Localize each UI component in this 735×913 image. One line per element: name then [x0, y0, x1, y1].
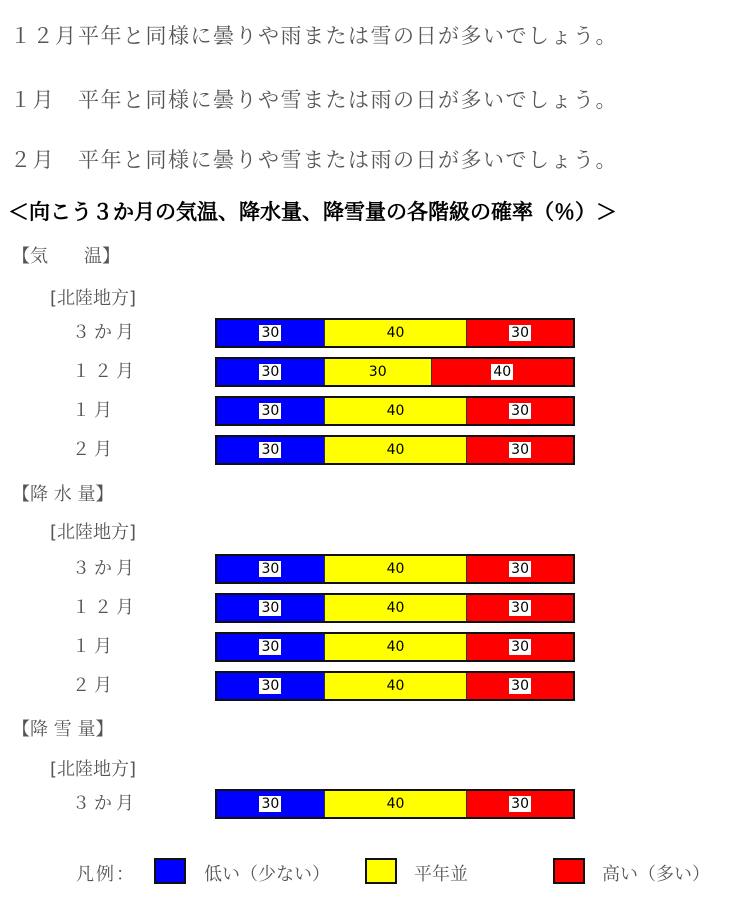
probability-value: 40: [386, 442, 405, 458]
bar-segment-high: [466, 673, 573, 699]
probability-value: 30: [368, 364, 387, 380]
probability-value: 30: [511, 442, 529, 458]
probability-bar: [215, 632, 575, 662]
bar-segment-low: [217, 595, 324, 621]
probability-value: 30: [261, 639, 280, 655]
forecast-line-january: [10, 84, 618, 114]
forecast-text: 平年と同様に曇りや雨または雪の日が多いでしょう。: [78, 24, 618, 48]
probability-value: 30: [511, 678, 529, 694]
legend-label-high: 高い（多い）: [602, 864, 710, 885]
forecast-month: １２月: [10, 24, 78, 48]
legend-swatch-high: [553, 858, 585, 884]
bar-segment-high: [466, 437, 573, 463]
bar-segment-normal: [324, 398, 466, 424]
region-label: [北陸地方]: [50, 288, 137, 309]
probability-bar: [215, 671, 575, 701]
bar-segment-high: [466, 791, 573, 817]
bar-segment-low: [217, 556, 324, 582]
probability-value: 30: [511, 796, 529, 812]
probability-value: 40: [386, 678, 405, 694]
probability-value: 30: [261, 403, 280, 419]
probability-heading: ＜向こう３か月の気温、降水量、降雪量の各階級の確率（％）＞: [8, 200, 617, 224]
bar-segment-high: [466, 634, 573, 660]
probability-value: 30: [511, 561, 529, 577]
row-label: １月: [72, 400, 116, 421]
probability-value: 30: [511, 403, 529, 419]
row-label: １２月: [72, 361, 138, 382]
bar-segment-high: [466, 556, 573, 582]
forecast-line-february: [10, 144, 618, 174]
legend-title: 凡例：: [76, 864, 136, 885]
probability-bar: [215, 593, 575, 623]
probability-value: 30: [261, 600, 280, 616]
bar-segment-low: [217, 437, 324, 463]
probability-value: 40: [386, 639, 405, 655]
bar-segment-low: [217, 398, 324, 424]
probability-value: 40: [386, 403, 405, 419]
forecast-text: 平年と同様に曇りや雪または雨の日が多いでしょう。: [78, 148, 618, 172]
legend-swatch-normal: [365, 858, 397, 884]
probability-bar: [215, 396, 575, 426]
bar-segment-normal: [324, 595, 466, 621]
section-label-snowfall: 【降 雪 量】: [12, 719, 114, 740]
forecast-month: １月: [10, 88, 55, 112]
region-label: [北陸地方]: [50, 522, 137, 543]
row-label: ２月: [72, 439, 116, 460]
bar-segment-low: [217, 320, 324, 346]
bar-segment-low: [217, 673, 324, 699]
bar-segment-low: [217, 359, 324, 385]
bar-segment-normal: [324, 437, 466, 463]
probability-value: 40: [386, 325, 405, 341]
probability-value: 40: [386, 561, 405, 577]
forecast-month: ２月: [10, 148, 55, 172]
section-label-precipitation: 【降 水 量】: [12, 484, 114, 505]
forecast-text: 平年と同様に曇りや雪または雨の日が多いでしょう。: [78, 88, 618, 112]
bar-segment-normal: [324, 673, 466, 699]
legend: [0, 856, 735, 888]
bar-segment-high: [466, 398, 573, 424]
bar-segment-high: [466, 320, 573, 346]
row-label: ３か月: [72, 322, 138, 343]
region-label: [北陸地方]: [50, 759, 137, 780]
probability-bar: [215, 435, 575, 465]
forecast-line-december: [10, 20, 618, 50]
row-label: １２月: [72, 597, 138, 618]
probability-bar: [215, 554, 575, 584]
probability-bar: [215, 789, 575, 819]
row-label: ２月: [72, 675, 116, 696]
probability-value: 30: [261, 442, 280, 458]
probability-value: 30: [261, 364, 280, 380]
probability-bar: [215, 318, 575, 348]
probability-bar: [215, 357, 575, 387]
probability-value: 40: [493, 364, 512, 380]
bar-segment-normal: [324, 634, 466, 660]
legend-label-low: 低い（少ない）: [204, 864, 330, 885]
row-label: １月: [72, 636, 116, 657]
row-label: ３か月: [72, 558, 138, 579]
bar-segment-normal: [324, 320, 466, 346]
bar-segment-high: [431, 359, 573, 385]
bar-segment-low: [217, 634, 324, 660]
bar-segment-normal: [324, 359, 431, 385]
probability-value: 30: [511, 325, 529, 341]
bar-segment-high: [466, 595, 573, 621]
probability-value: 40: [386, 796, 405, 812]
probability-value: 30: [511, 639, 529, 655]
legend-swatch-low: [154, 858, 186, 884]
probability-value: 30: [261, 325, 280, 341]
probability-value: 40: [386, 600, 405, 616]
bar-segment-normal: [324, 556, 466, 582]
probability-value: 30: [261, 561, 280, 577]
probability-value: 30: [261, 678, 280, 694]
bar-segment-normal: [324, 791, 466, 817]
probability-value: 30: [511, 600, 529, 616]
probability-value: 30: [261, 796, 280, 812]
legend-label-normal: 平年並: [414, 864, 468, 885]
bar-segment-low: [217, 791, 324, 817]
row-label: ３か月: [72, 793, 138, 814]
section-label-temperature: 【気 温】: [12, 246, 120, 267]
